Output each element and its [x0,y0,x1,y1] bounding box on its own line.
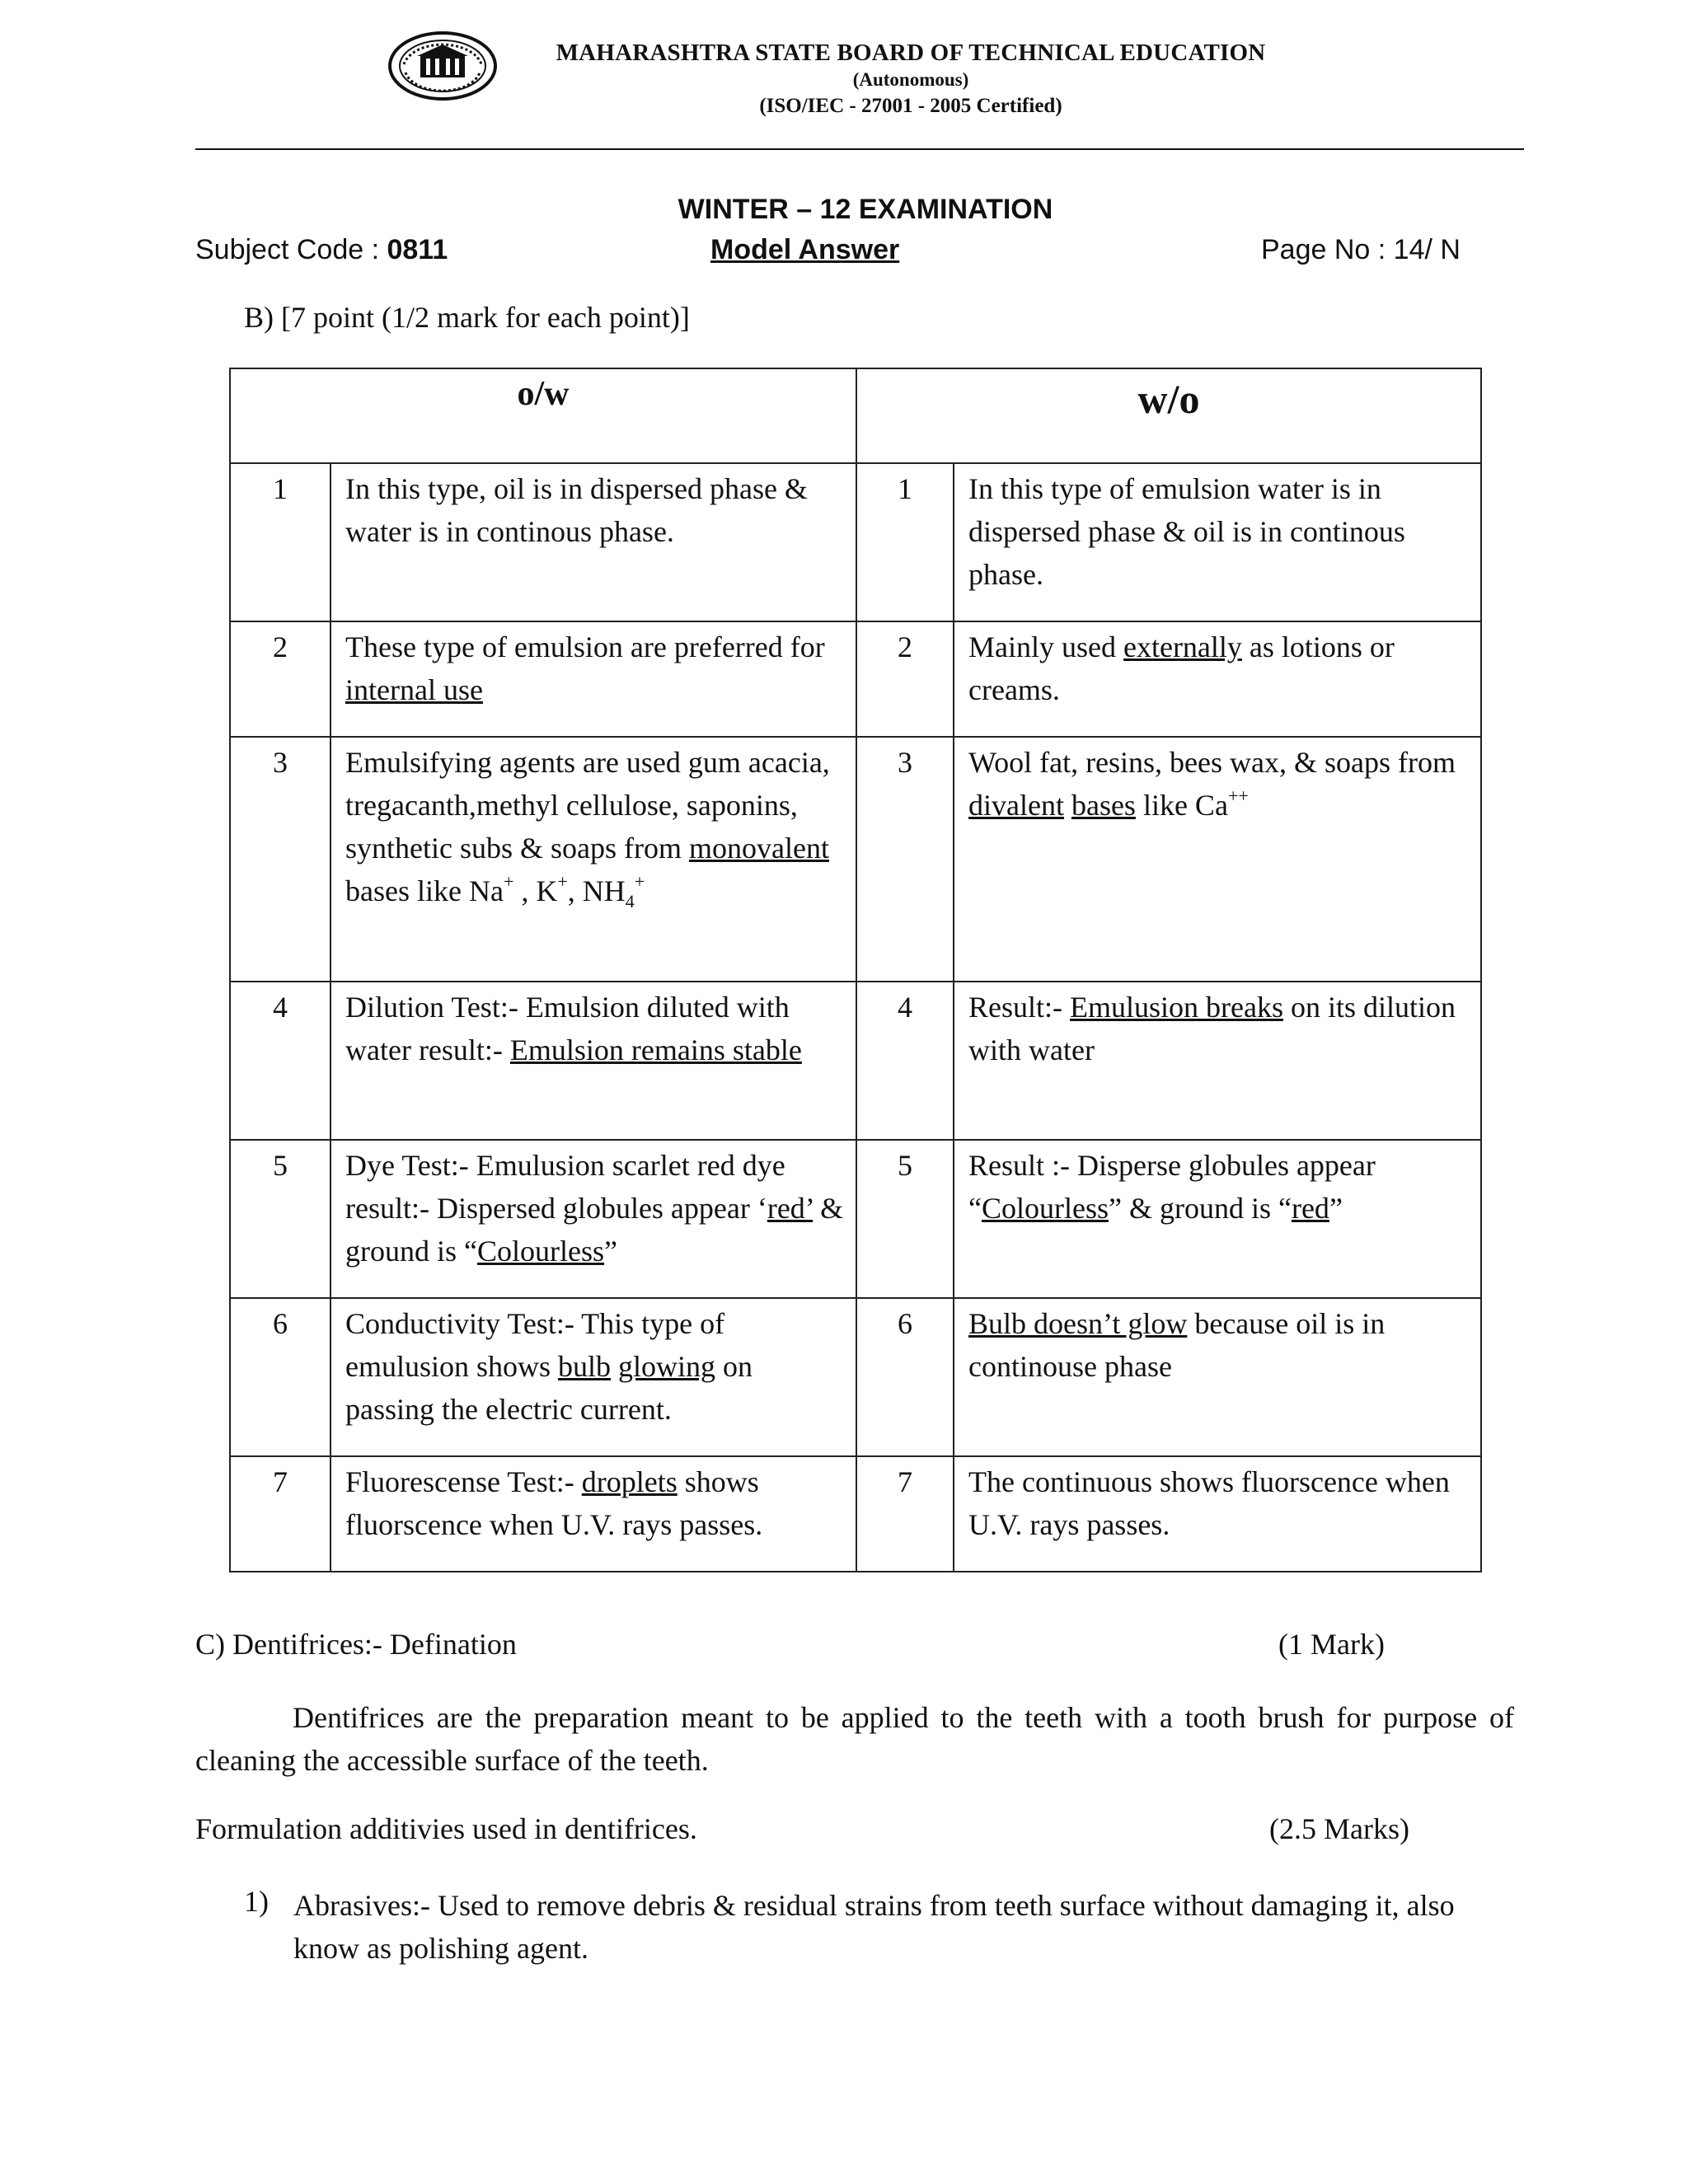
subject-code [195,234,448,266]
row-number: 5 [230,1140,331,1298]
column-header-wo: w/o [856,368,1481,463]
model-answer-title: Model Answer [710,234,900,265]
ow-cell: Dye Test:- Emulusion scarlet red dye result:- Dispersed globules appear ‘red’ & ground is “Colourless” [331,1140,856,1298]
row-number: 5 [856,1140,954,1298]
ow-cell: Emulsifying agents are used gum acacia, tregacanth,methyl cellulose, saponins, synthetic subs & soaps from monovalent bases like Na+ , K+, $NH_4^+$ [331,737,856,982]
row-number: 6 [856,1298,954,1456]
row-number: 2 [230,621,331,737]
row-number: 1 [856,463,954,621]
definition-paragraph: Dentifrices are the preparation meant to be applied to the teeth with a tooth brush for purpose of cleaning the accessible surface of the teeth. [195,1701,1514,1777]
ow-cell: In this type, oil is in dispersed phase & water is in continous phase. [331,463,856,621]
msbte-seal-icon [387,31,498,101]
table-header-row [230,368,1481,463]
subject-code-label: Subject Code : [195,234,380,265]
table-row [230,1140,1481,1298]
section-c-heading: C) Dentifrices:- Defination [195,1628,517,1661]
ow-cell: Conductivity Test:- This type of emulusion shows bulb glowing on passing the electric current. [331,1298,856,1456]
page-number: Page No : 14/ N [1261,234,1461,265]
wo-cell: Mainly used externally as lotions or creams. [954,621,1481,737]
formulation-marks: (2.5 Marks) [1269,1812,1409,1845]
section-c-marks: (1 Mark) [1278,1628,1385,1661]
row-number: 1 [230,463,331,621]
wo-cell: Result :- Disperse globules appear “Colourless” & ground is “red” [954,1140,1481,1298]
table-row [230,982,1481,1140]
exam-title: WINTER – 12 EXAMINATION [678,194,1053,225]
ow-cell: Dilution Test:- Emulsion diluted with water result:- Emulsion remains stable [331,982,856,1140]
wo-cell: Bulb doesn’t glow because oil is in continouse phase [954,1298,1481,1456]
row-number: 4 [856,982,954,1140]
row-number: 3 [856,737,954,982]
table-row [230,621,1481,737]
wo-cell: The continuous shows fluorscence when U.V. rays passes. [954,1456,1481,1572]
wo-cell: In this type of emulsion water is in dispersed phase & oil is in continous phase. [954,463,1481,621]
section-b-heading: B) [7 point (1/2 mark for each point)] [244,301,690,334]
board-name: MAHARASHTRA STATE BOARD OF TECHNICAL EDUCATION [556,40,1266,66]
row-number: 7 [230,1456,331,1572]
formulation-heading: Formulation additivies used in dentifrices. [195,1812,697,1845]
table-row [230,737,1481,982]
wo-cell: Result:- Emulusion breaks on its dilution with water [954,982,1481,1140]
row-number: 6 [230,1298,331,1456]
wo-cell: Wool fat, resins, bees wax, & soaps from divalent bases like Ca++ [954,737,1481,982]
row-number: 7 [856,1456,954,1572]
list-item: Abrasives:- Used to remove debris & residual strains from teeth surface without damaging it, also know as polishing agent. [293,1889,1455,1965]
row-number: 4 [230,982,331,1140]
column-header-ow: o/w [230,368,856,463]
ow-cell: Fluorescense Test:- droplets shows fluorscence when U.V. rays passes. [331,1456,856,1572]
table-row [230,1298,1481,1456]
table-row [230,1456,1481,1572]
subject-code-value: 0811 [387,234,448,265]
autonomous-label: (Autonomous) [852,69,969,90]
row-number: 3 [230,737,331,982]
row-number: 2 [856,621,954,737]
ow-cell: These type of emulsion are preferred for internal use [331,621,856,737]
table-row [230,463,1481,621]
comparison-table [229,368,1482,1572]
list-item-number: 1) [244,1885,269,1918]
certification-label: (ISO/IEC - 27001 - 2005 Certified) [759,95,1062,117]
header-divider [195,148,1524,150]
